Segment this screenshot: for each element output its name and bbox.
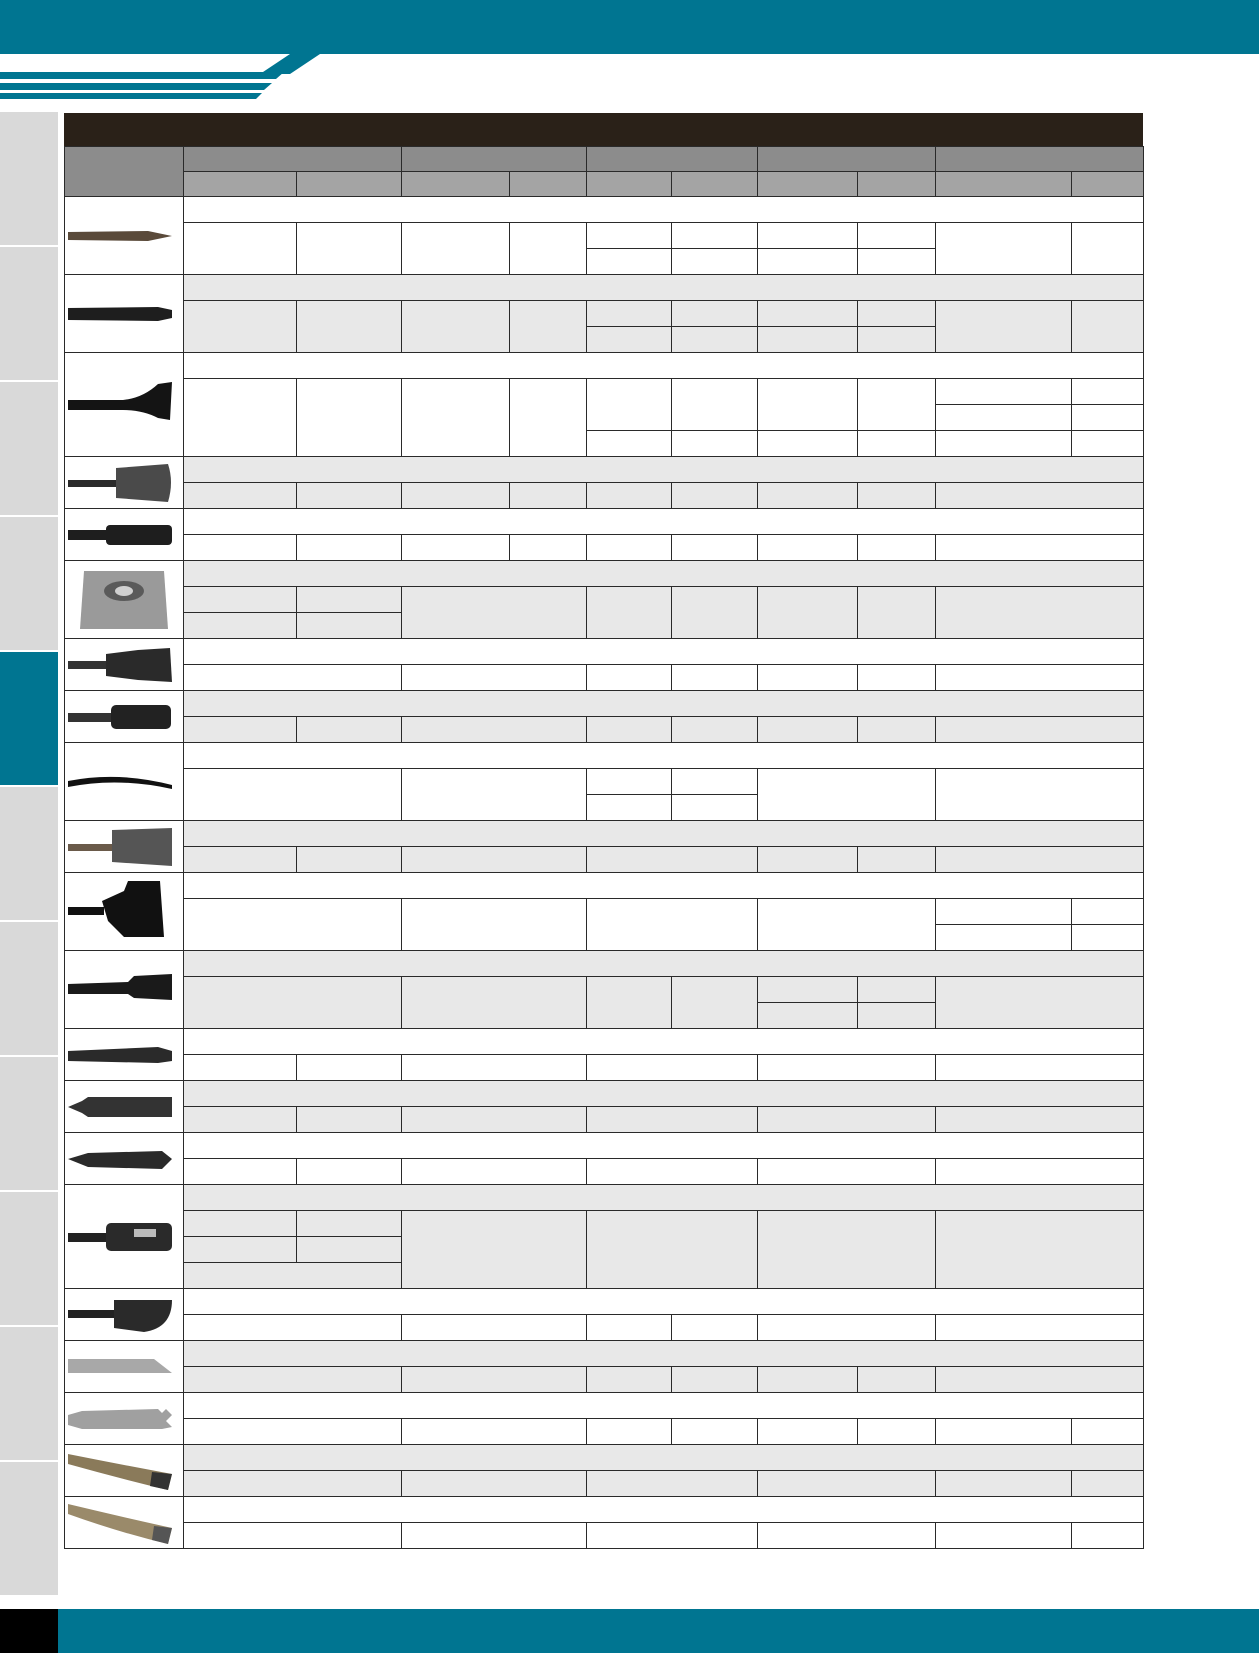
pointed-chisel-icon bbox=[65, 197, 184, 275]
side-tab[interactable] bbox=[0, 517, 58, 652]
tamper-plate-icon bbox=[65, 561, 184, 639]
product-row bbox=[65, 743, 1144, 769]
product-row bbox=[65, 1185, 1144, 1211]
side-tab[interactable] bbox=[0, 787, 58, 922]
product-row bbox=[65, 691, 1144, 717]
table-row bbox=[65, 483, 1144, 509]
hollow-gouge-icon bbox=[65, 1445, 184, 1497]
side-tab[interactable] bbox=[0, 1327, 58, 1462]
side-tab[interactable] bbox=[0, 1462, 58, 1597]
table-row bbox=[65, 1159, 1144, 1185]
side-tab[interactable] bbox=[0, 922, 58, 1057]
product-row bbox=[65, 457, 1144, 483]
product-row bbox=[65, 353, 1144, 379]
flat-chisel-icon bbox=[65, 275, 184, 353]
flexible-chisel-icon bbox=[65, 1081, 184, 1133]
narrow-flat-chisel-icon bbox=[65, 1029, 184, 1081]
table-row bbox=[65, 535, 1144, 561]
table-row bbox=[65, 1107, 1144, 1133]
table-row bbox=[65, 1523, 1144, 1549]
table-row bbox=[65, 899, 1144, 925]
table-row bbox=[65, 379, 1144, 405]
product-row bbox=[65, 509, 1144, 535]
stake-driver-icon bbox=[65, 1185, 184, 1289]
side-tab-active[interactable] bbox=[0, 652, 58, 787]
product-row bbox=[65, 951, 1144, 977]
table-row bbox=[65, 769, 1144, 795]
thin-flat-chisel-icon bbox=[65, 1341, 184, 1393]
product-row bbox=[65, 1029, 1144, 1055]
product-row bbox=[65, 1445, 1144, 1471]
product-row bbox=[65, 821, 1144, 847]
bushing-tool-icon bbox=[65, 639, 184, 691]
product-row bbox=[65, 197, 1144, 223]
header-row-columns bbox=[65, 172, 1144, 197]
asphalt-cutter-icon bbox=[65, 821, 184, 873]
footer-corner-block bbox=[0, 1609, 58, 1653]
product-row bbox=[65, 1393, 1144, 1419]
side-tab[interactable] bbox=[0, 247, 58, 382]
bent-moil-point-icon bbox=[65, 743, 184, 821]
tooth-chisel-icon bbox=[65, 1393, 184, 1445]
table-title-bar bbox=[64, 113, 1143, 146]
table-row bbox=[65, 1367, 1144, 1393]
product-row bbox=[65, 561, 1144, 587]
tile-scraper-icon bbox=[65, 873, 184, 951]
table-row bbox=[65, 717, 1144, 743]
ground-rod-driver-icon bbox=[65, 691, 184, 743]
header-image-cell bbox=[65, 147, 184, 197]
table-row bbox=[65, 977, 1144, 1003]
product-row bbox=[65, 275, 1144, 301]
table-row bbox=[65, 1055, 1144, 1081]
shank-adapter-icon bbox=[65, 509, 184, 561]
product-row bbox=[65, 873, 1144, 899]
table-row bbox=[65, 301, 1144, 327]
footer-brand-band bbox=[58, 1609, 1259, 1653]
table-row bbox=[65, 1471, 1144, 1497]
side-tab[interactable] bbox=[0, 382, 58, 517]
product-row bbox=[65, 1133, 1144, 1159]
table-row bbox=[65, 1211, 1144, 1237]
product-row bbox=[65, 1497, 1144, 1523]
table-row bbox=[65, 223, 1144, 249]
product-row bbox=[65, 1341, 1144, 1367]
table-row bbox=[65, 1315, 1144, 1341]
table-row bbox=[65, 665, 1144, 691]
table-row bbox=[65, 847, 1144, 873]
table-row bbox=[65, 587, 1144, 613]
header-stripes-decoration bbox=[0, 0, 1259, 110]
header-row-groups bbox=[65, 147, 1144, 172]
gouge-chisel-icon bbox=[65, 1133, 184, 1185]
spec-grid bbox=[64, 146, 1144, 1549]
wide-scaling-chisel-icon bbox=[65, 353, 184, 457]
side-tab[interactable] bbox=[0, 112, 58, 247]
product-row bbox=[65, 1289, 1144, 1315]
side-tab[interactable] bbox=[0, 1057, 58, 1192]
accessory-table bbox=[64, 113, 1143, 1549]
product-row bbox=[65, 1081, 1144, 1107]
clay-spade-icon bbox=[65, 457, 184, 509]
round-spade-icon bbox=[65, 1289, 184, 1341]
side-section-tabs bbox=[0, 112, 58, 1597]
wide-chisel-icon bbox=[65, 951, 184, 1029]
side-tab[interactable] bbox=[0, 1192, 58, 1327]
table-row bbox=[65, 1419, 1144, 1445]
product-row bbox=[65, 639, 1144, 665]
channel-gouge-icon bbox=[65, 1497, 184, 1549]
